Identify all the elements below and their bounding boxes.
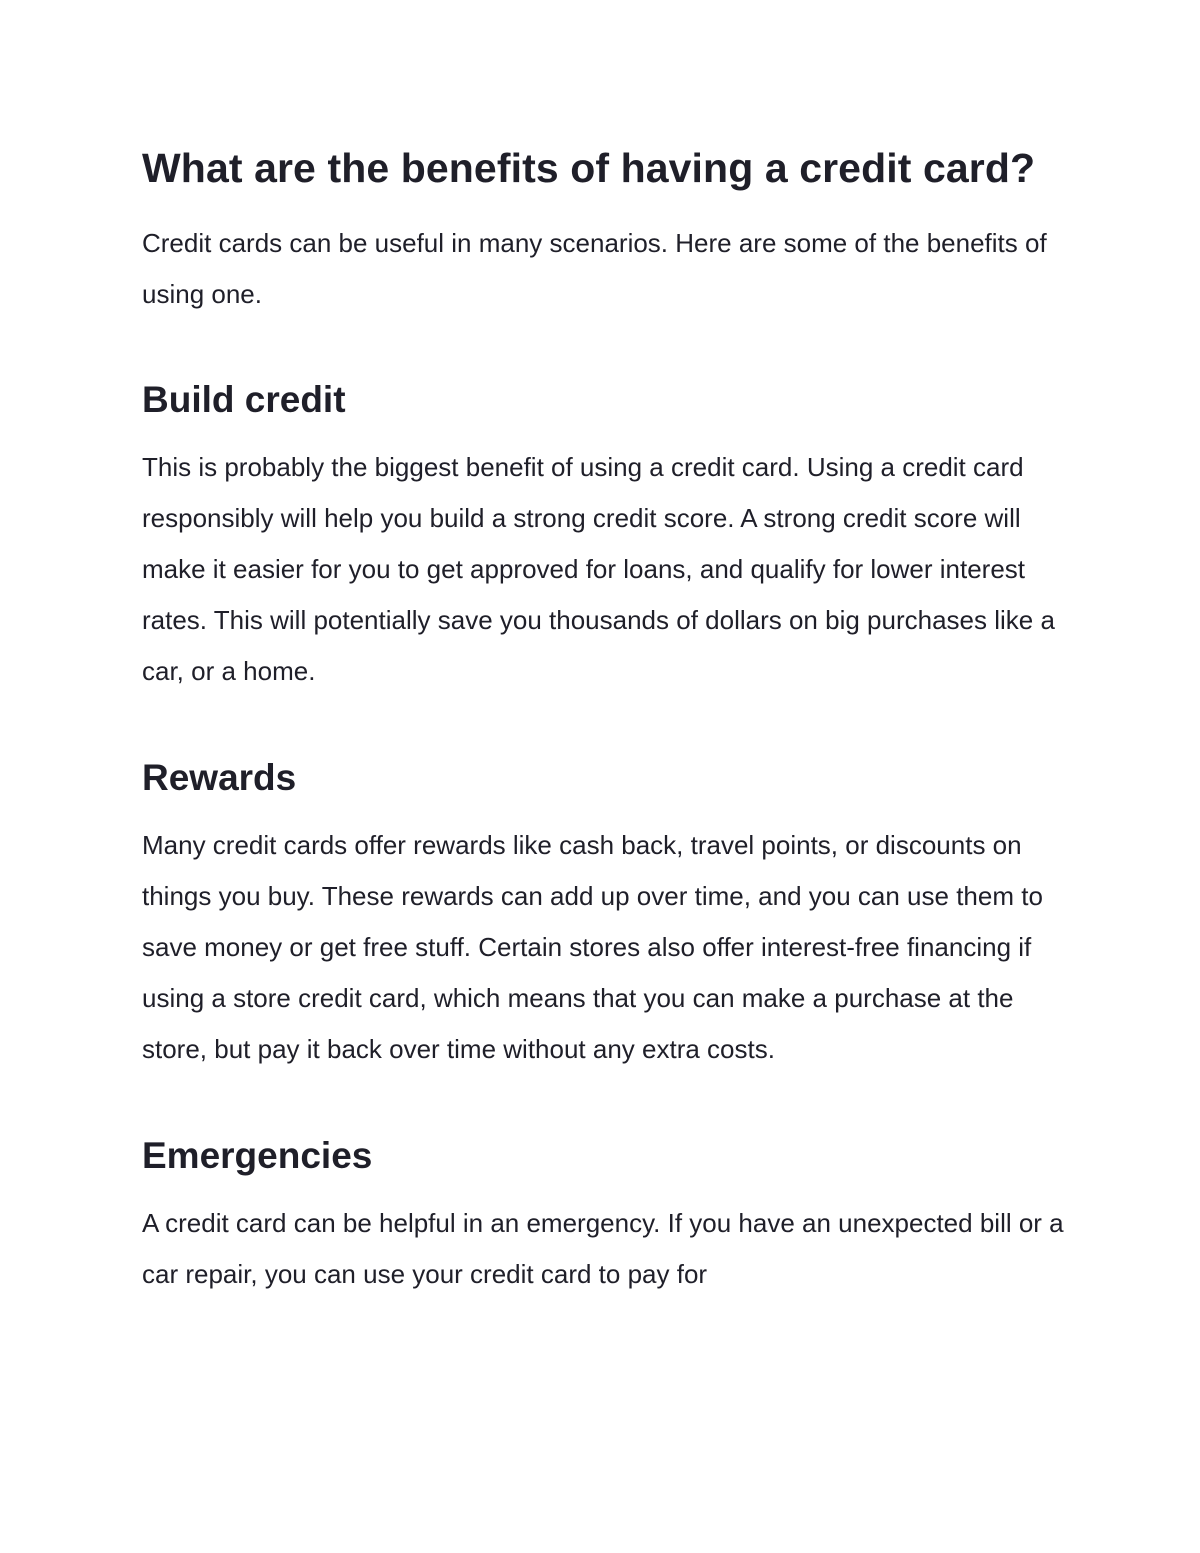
intro-paragraph: Credit cards can be useful in many scenarios. Here are some of the benefits of using one. xyxy=(142,228,1047,309)
section-body: This is probably the biggest benefit of using a credit card. Using a credit card responsibly will help you build a strong credit score. A strong credit score will make it easier for you to get approved for loans, and qualify for lower interest rates. This will potentially save you thousands of dollars on big purchases like a car, or a home. xyxy=(142,452,1055,686)
page-title: What are the benefits of having a credit card? xyxy=(142,145,1036,191)
section-body: A credit card can be helpful in an emergency. If you have an unexpected bill or a car repair, you can use your credit card to pay for xyxy=(142,1208,1064,1289)
section-heading: Rewards xyxy=(142,757,297,798)
section-rewards xyxy=(142,753,1067,1075)
section-emergencies xyxy=(142,1131,1067,1300)
section-body: Many credit cards offer rewards like cash back, travel points, or discounts on things you buy. These rewards can add up over time, and you can use them to save money or get free stuff. Certain stores also offer interest-free financing if using a store credit card, which means that you can make a purchase at the store, but pay it back over time without any extra costs. xyxy=(142,830,1043,1064)
section-heading: Build credit xyxy=(142,379,346,420)
document-page xyxy=(142,140,1067,1300)
section-heading: Emergencies xyxy=(142,1135,373,1176)
section-build-credit xyxy=(142,375,1067,697)
